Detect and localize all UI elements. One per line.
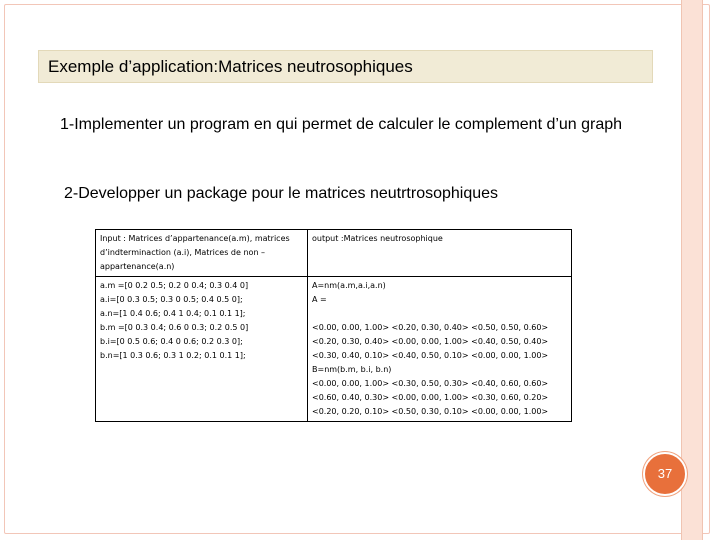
blank-line <box>312 307 567 321</box>
task-1-text: 1-Implementer un program en qui permet de calculer le complement d’un graph <box>60 116 623 133</box>
decorative-stripe <box>681 0 703 540</box>
input-header-cell: Input : Matrices d’appartenance(a.m), matrices d’indterminaction (a.i), Matrices de non –appartenance(a.n) <box>96 230 308 277</box>
output-header-cell: output :Matrices neutrosophique <box>308 230 572 277</box>
output-line: <0.20, 0.20, 0.10> <0.50, 0.30, 0.10> <0.00, 0.00, 1.00> <box>312 407 549 416</box>
input-line: b.m =[0 0.3 0.4; 0.6 0 0.3; 0.2 0.5 0] <box>100 323 249 332</box>
input-line: b.n=[1 0.3 0.6; 0.3 1 0.2; 0.1 0.1 1]; <box>100 351 246 360</box>
output-line: <0.20, 0.30, 0.40> <0.00, 0.00, 1.00> <0.40, 0.50, 0.40> <box>312 337 549 346</box>
page-number-badge: 37 <box>643 452 687 496</box>
matrix-table <box>95 229 572 422</box>
input-line: b.i=[0 0.5 0.6; 0.4 0 0.6; 0.2 0.3 0]; <box>100 337 243 346</box>
title-bar <box>38 50 653 83</box>
input-line: a.m =[0 0.2 0.5; 0.2 0 0.4; 0.3 0.4 0] <box>100 281 249 290</box>
output-line: A=nm(a.m,a.i,a.n) <box>312 281 386 290</box>
table-row <box>96 277 572 422</box>
output-line: <0.00, 0.00, 1.00> <0.20, 0.30, 0.40> <0.50, 0.50, 0.60> <box>312 323 549 332</box>
output-line: <0.00, 0.00, 1.00> <0.30, 0.50, 0.30> <0.40, 0.60, 0.60> <box>312 379 549 388</box>
output-line: <0.60, 0.40, 0.30> <0.00, 0.00, 1.00> <0.30, 0.60, 0.20> <box>312 393 549 402</box>
output-line: B=nm(b.m, b.i, b.n) <box>312 365 392 374</box>
task-2-text: 2-Developper un package pour le matrices neutrtrosophiques <box>64 185 499 202</box>
input-line: a.i=[0 0.3 0.5; 0.3 0 0.5; 0.4 0.5 0]; <box>100 295 243 304</box>
output-line: A = <box>312 295 327 304</box>
input-matrices-cell <box>96 277 308 422</box>
input-line: a.n=[1 0.4 0.6; 0.4 1 0.4; 0.1 0.1 1]; <box>100 309 246 318</box>
table-header-row <box>96 230 572 277</box>
slide-title: Exemple d’application:Matrices neutrosophiques <box>48 57 413 76</box>
output-matrices-cell <box>308 277 572 422</box>
output-line: <0.30, 0.40, 0.10> <0.40, 0.50, 0.10> <0.00, 0.00, 1.00> <box>312 351 549 360</box>
